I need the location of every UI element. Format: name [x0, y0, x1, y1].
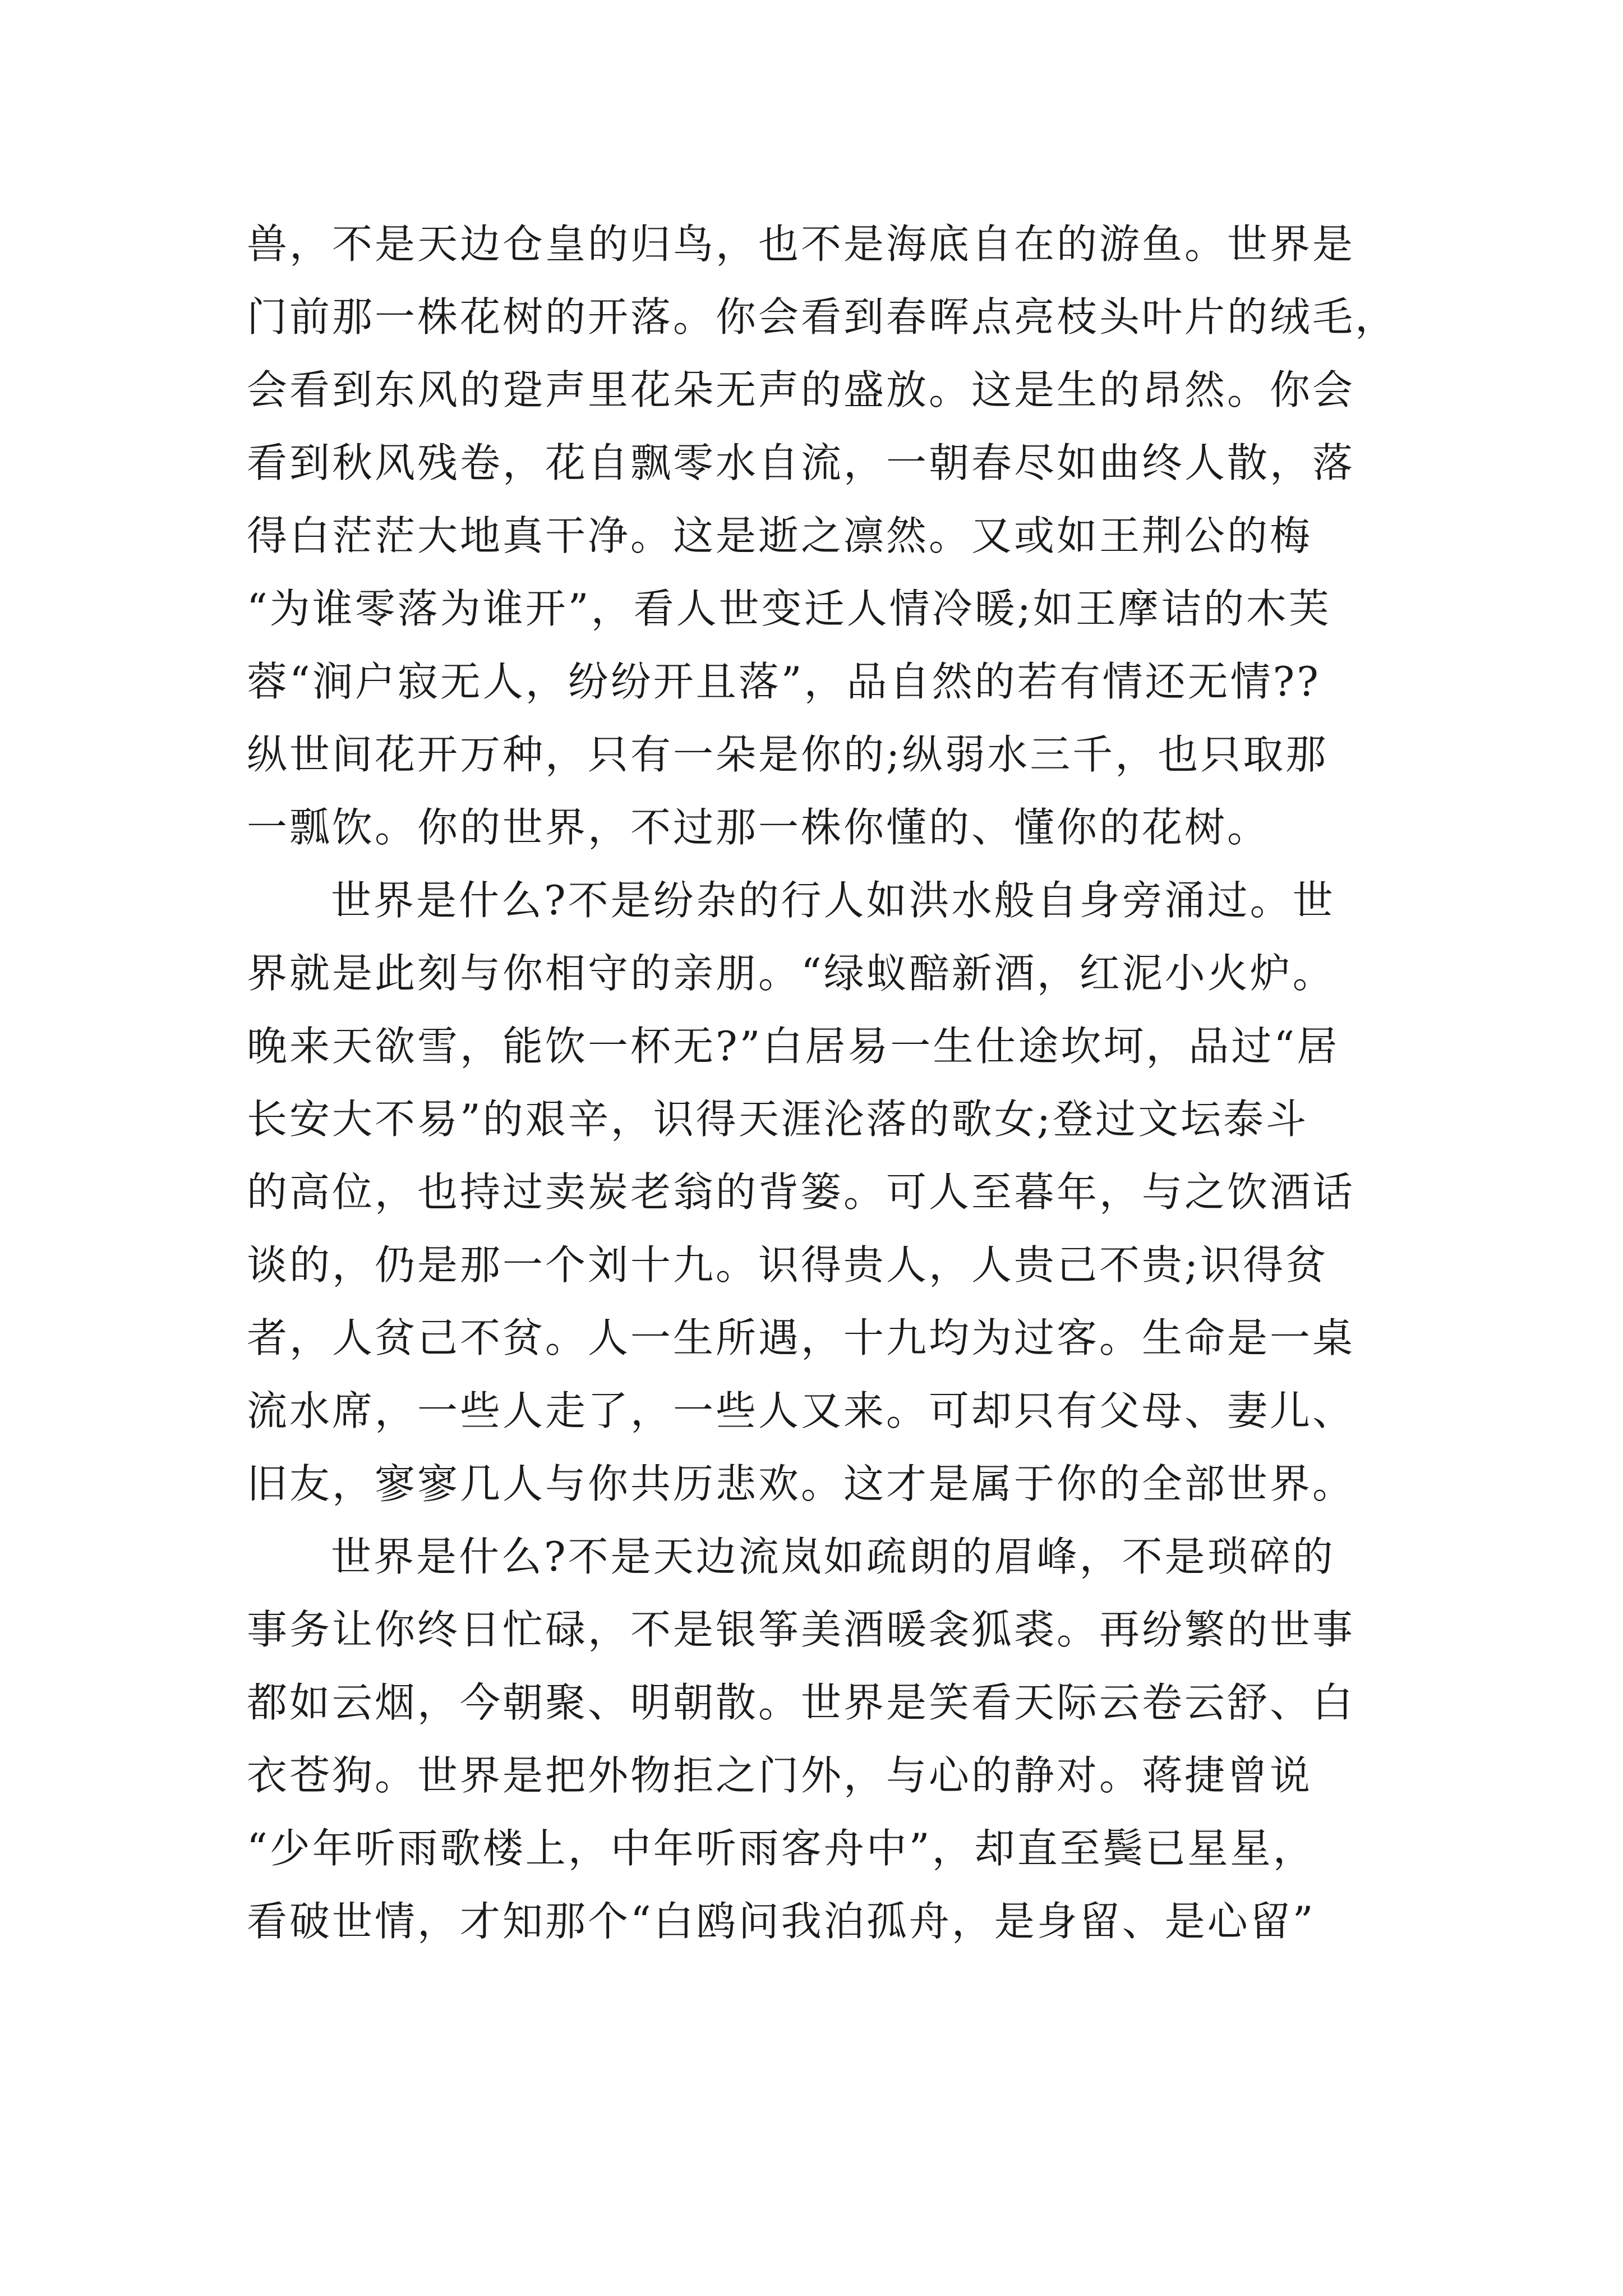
text-line: 衣苍狗。世界是把外物拒之门外，与心的静对。蒋捷曾说 — [247, 1752, 1313, 1799]
text-line: 谈的，仍是那一个刘十九。识得贵人，人贵己不贵;识得贫 — [247, 1241, 1329, 1289]
text-line: 者，人贫己不贫。人一生所遇，十九均为过客。生命是一桌 — [247, 1314, 1355, 1361]
text-line: 兽，不是天边仓皇的归鸟，也不是海底自在的游鱼。世界是 — [247, 220, 1355, 268]
text-line: “少年听雨歌楼上，中年听雨客舟中”，却直至鬓已星星， — [247, 1825, 1316, 1872]
text-line: 蓉“涧户寂无人，纷纷开且落”，品自然的若有情还无情?? — [247, 658, 1321, 705]
text-line: 的高位，也持过卖炭老翁的背篓。可人至暮年，与之饮酒话 — [247, 1168, 1355, 1216]
text-line: 看破世情，才知那个“白鸥问我泊孤舟，是身留、是心留” — [247, 1898, 1316, 1945]
paragraph-first-line: 世界是什么?不是天边流岚如疏朗的眉峰，不是琐碎的 — [331, 1533, 1335, 1580]
text-line: 晚来天欲雪，能饮一杯无?”白居易一生仕途坎坷，品过“居 — [247, 1023, 1340, 1070]
text-line: 会看到东风的跫声里花朵无声的盛放。这是生的昂然。你会 — [247, 366, 1355, 413]
text-line: 门前那一株花树的开落。你会看到春晖点亮枝头叶片的绒毛， — [247, 293, 1398, 341]
text-line: 都如云烟，今朝聚、明朝散。世界是笑看天际云卷云舒、白 — [247, 1679, 1355, 1726]
text-line: 旧友，寥寥几人与你共历悲欢。这才是属于你的全部世界。 — [247, 1460, 1355, 1507]
text-line: 一瓢饮。你的世界，不过那一株你懂的、懂你的花树。 — [247, 804, 1270, 851]
text-line: 界就是此刻与你相守的亲朋。“绿蚁醅新酒，红泥小火炉。 — [247, 950, 1335, 997]
text-line: 得白茫茫大地真干净。这是逝之凛然。又或如王荆公的梅 — [247, 512, 1313, 559]
text-line: 事务让你终日忙碌，不是银筝美酒暖衾狐裘。再纷繁的世事 — [247, 1606, 1355, 1653]
text-line: 纵世间花开万种，只有一朵是你的;纵弱水三千，也只取那 — [247, 731, 1329, 778]
text-line: 长安大不易”的艰辛，识得天涯沦落的歌女;登过文坛泰斗 — [247, 1096, 1309, 1143]
text-line: 流水席，一些人走了，一些人又来。可却只有父母、妻儿、 — [247, 1387, 1355, 1434]
text-line: 看到秋风残卷，花自飘零水自流，一朝春尽如曲终人散，落 — [247, 439, 1355, 486]
body-text — [247, 208, 1402, 1958]
paragraph-first-line: 世界是什么?不是纷杂的行人如洪水般自身旁涌过。世 — [331, 877, 1335, 924]
text-line: “为谁零落为谁开”，看人世变迁人情冷暖;如王摩诘的木芙 — [247, 585, 1331, 632]
